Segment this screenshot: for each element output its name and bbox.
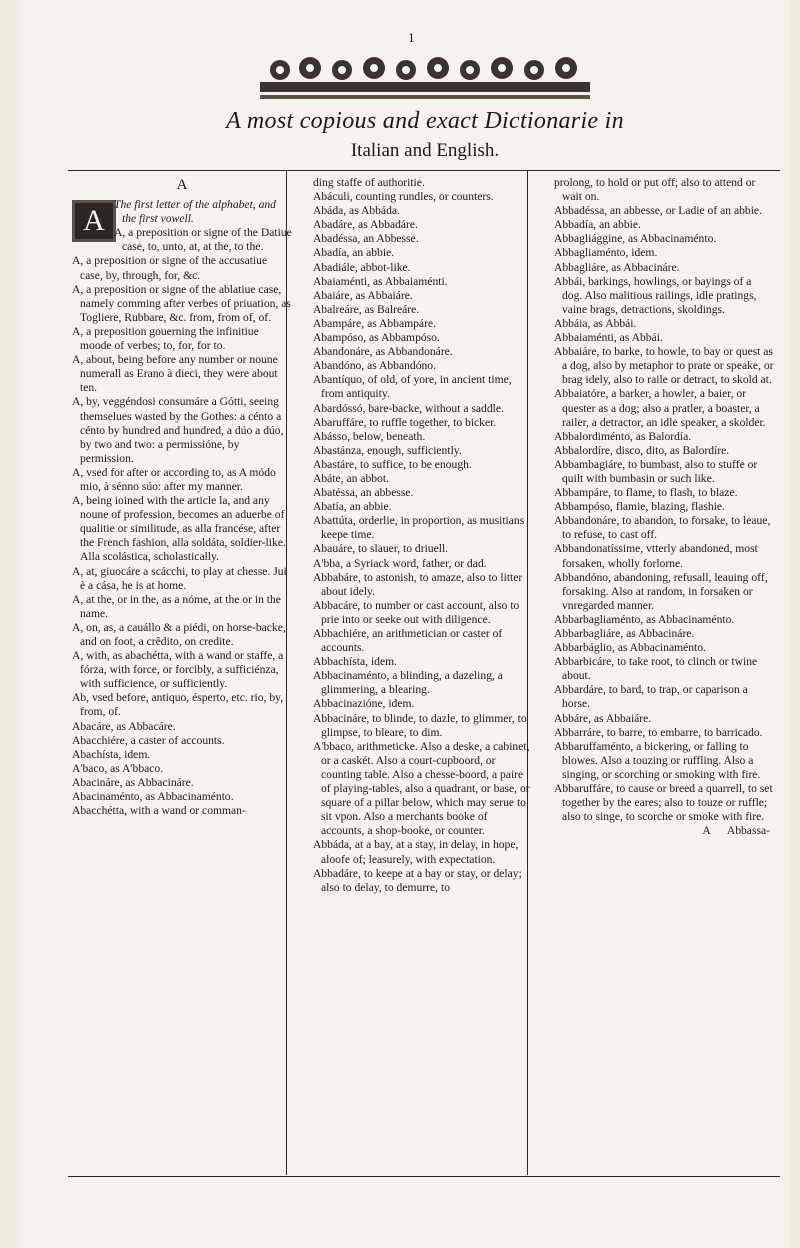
dictionary-entry: Abbadáre, to keepe at a bay or stay, or delay; also to delay, to demurre, to <box>313 866 522 894</box>
dictionary-entry: Abbabáre, to astonish, to amaze, also to litter about idely. <box>313 570 523 598</box>
dictionary-entry: Abbalordíre, disco, dito, as Balordíre. <box>554 443 730 457</box>
dictionary-entry: Abachísta, idem. <box>72 747 151 761</box>
dictionary-entry: Abadéssa, an Abbesse. <box>313 232 419 246</box>
dictionary-entry: Abbadía, an abbie. <box>554 218 641 232</box>
column-1 <box>72 176 292 1172</box>
dictionary-entry: Abbarbagliáre, as Abbacináre. <box>554 627 695 640</box>
dictionary-entry: A, a preposition or signe of the ablatiue case, namely comming after verbes of priuation, as Togliere, Rubbare, &c. from, from of, of. <box>72 282 291 324</box>
dictionary-entry: A, a preposition or signe of the accusatiue case, by, through, for, &c. <box>72 254 268 282</box>
dictionary-entry: Abáda, as Abbáda. <box>313 204 400 218</box>
dictionary-entry: Ab, vsed before, antiquo, ésperto, etc. rio, by, from, of. <box>72 691 284 719</box>
dictionary-entry: Abampáre, as Abbampáre. <box>313 316 436 330</box>
dictionary-entry: Abardóssó, bare-backe, without a saddle. <box>313 401 504 415</box>
dictionary-entry: Abbaiatóre, a barker, a howler, a baier, or quester as a dog; also a pratler, a boaster, a railer, a detractor, an idle speaker, a skolder. <box>554 387 766 429</box>
dictionary-entry: Abbái, barkings, howlings, or bayings of a dog. Also malitious railings, idle pratings, vaine brags, detractions, skoldings. <box>554 274 757 316</box>
dictionary-entry: Abbarbagliaménto, as Abbacinaménto. <box>554 612 735 626</box>
dictionary-entry: Abbacáre, to number or cast account, also to prie into or seeke out with diligence. <box>313 598 520 626</box>
dictionary-entry: Abbalordiménto, as Balordía. <box>554 429 692 443</box>
dictionary-entry: Abaiaménti, as Abbaiaménti. <box>313 274 448 288</box>
dictionary-entry: A, at the, or in the, as a nóme, at the or in the name. <box>72 592 281 620</box>
letter-heading: A <box>176 177 188 193</box>
dictionary-entry: Abbandonáre, to abandon, to forsake, to leaue, to refuse, to cast off. <box>554 514 771 542</box>
dictionary-entry: Abandóno, as Abbandóno. <box>313 359 437 373</box>
dictionary-entry: Abbagliággine, as Abbacinaménto. <box>554 232 717 246</box>
dictionary-entry: ding staffe of authoritie. <box>313 176 425 189</box>
dictionary-entry: A, being ioined with the article la, and any noune of profession, becomes an aduerbe of qualitie or similitude, as alla francése, after the French fashion, alla soldáta, soldier-like. Alla scolástica, scholastically. <box>72 494 286 564</box>
dictionary-entry: Abatía, an abbie. <box>313 500 392 514</box>
dictionary-entry: A, on, as, a cauállo & a piédi, on horse-backe, and on foot, a crêdito, on credite. <box>72 620 286 648</box>
dictionary-entry: Abbarbicáre, to take root, to clinch or twine about. <box>554 655 758 683</box>
dictionary-entry: Abatéssa, an abbesse. <box>313 486 414 500</box>
dictionary-entry: prolong, to hold or put off; also to attend or wait on. <box>554 176 756 204</box>
dictionary-entry: Abbaiaménti, as Abbái. <box>554 331 663 345</box>
dictionary-entry: A, vsed for after or according to, as A módo mio, à sénno súo: after my manner. <box>72 465 276 493</box>
dictionary-entry: Abásso, below, beneath. <box>313 429 426 443</box>
dictionary-entry: Abandonáre, as Abbandonáre. <box>313 345 453 359</box>
dictionary-entry: Abastánza, enough, sufficiently. <box>313 443 462 457</box>
dictionary-entry: Abadiále, abbot-like. <box>313 260 411 274</box>
dictionary-entry: Abbacinazióne, idem. <box>313 697 415 711</box>
dictionary-entry: Abadía, an abbie. <box>313 246 395 260</box>
dictionary-entry: Abadáre, as Abbadáre. <box>313 218 418 232</box>
dictionary-entry: Abbampáre, to flame, to flash, to blaze. <box>554 486 738 500</box>
dictionary-entry: A, with, as abachétta, with a wand or staffe, a fórza, with force, or forcibly, a sufficiénza, with sufficience, or sufficiently. <box>72 649 284 691</box>
dictionary-entry: A, a preposition gouerning the infinitiue moode of verbes; to, for, for to. <box>72 324 259 353</box>
dictionary-entry: Abbarbáglio, as Abbacinaménto. <box>554 641 706 655</box>
catchword: Abbassa- <box>726 824 770 838</box>
dictionary-entry: Abbampóso, flamie, blazing, flashie. <box>554 500 725 514</box>
dictionary-entry: Abauáre, to slauer, to driuell. <box>313 542 449 556</box>
dictionary-entry: Abacinaménto, as Abbacinaménto. <box>72 790 234 804</box>
dictionary-entry: A, a preposition or signe of the Datiue case, to, unto, at, at the, to the. <box>114 226 292 254</box>
dictionary-entry: Abbardáre, to bard, to trap, or caparison a horse. <box>554 683 748 711</box>
dictionary-entry: Abbáia, as Abbái. <box>554 316 637 330</box>
dictionary-page <box>20 0 790 1248</box>
dictionary-entry: Abacáre, as Abbacáre. <box>72 719 176 733</box>
decorative-header-ornament <box>260 52 590 102</box>
dictionary-entry: Abbagliaménto, idem. <box>554 246 658 260</box>
dictionary-entry: Abacináre, as Abbacináre. <box>72 775 194 789</box>
dictionary-entry: Abacchétta, with a wand or comman- <box>72 804 246 818</box>
dictionary-entry: Abbacinaménto, a blinding, a dazeling, a glimmering, a blearing. <box>313 669 503 697</box>
dictionary-entry: A, at, giuocáre a scácchi, to play at chesse. Jui è a cása, he is at home. <box>72 564 287 592</box>
dictionary-entry: Abaruffáre, to ruffle together, to bicker. <box>313 415 497 429</box>
dictionary-entry: A'bba, a Syriack word, father, or dad. <box>313 556 487 570</box>
dictionary-entry: Abbáre, as Abbaiáre. <box>554 711 652 725</box>
dictionary-entry: Abbagliáre, as Abbacináre. <box>554 260 680 274</box>
dictionary-entry: Abbaruffaménto, a bickering, or falling to blowes. Also a touzing or ruffling. Also a singing, or scorching or smoking with fire. <box>554 739 761 781</box>
page-title: A most copious and exact Dictionarie in <box>226 108 624 134</box>
dictionary-entry: A'baco, as A'bbaco. <box>72 761 164 775</box>
dictionary-entry: Abbachiére, an arithmetician or caster of accounts. <box>313 627 503 655</box>
dictionary-entry: Abastáre, to suffice, to be enough. <box>313 457 472 471</box>
dictionary-entry: A, about, being before any number or noune numerall as Erano à dieci, they were about ten. <box>72 353 278 395</box>
drop-cap-initial: A <box>72 200 116 242</box>
dictionary-entry: Abbachísta, idem. <box>313 655 398 669</box>
column-3 <box>554 176 774 1172</box>
dictionary-entry: Abantíquo, of old, of yore, in ancient time, from antiquity. <box>313 373 512 401</box>
dictionary-entry: Abbarráre, to barre, to embarre, to barricado. <box>554 725 763 739</box>
dictionary-entry: Abbandonatíssime, vtterly abandoned, most forsaken, wholly forlorne. <box>554 542 758 570</box>
bottom-rule <box>68 1176 780 1177</box>
page-subtitle: Italian and English. <box>350 140 500 161</box>
top-rule <box>68 170 780 171</box>
dictionary-entry: Abbadéssa, an abbesse, or Ladie of an abbie. <box>554 204 762 218</box>
dictionary-entry: Abampóso, as Abbampóso. <box>313 331 440 345</box>
dictionary-entry: Abaiáre, as Abbaiáre. <box>313 288 413 302</box>
dictionary-entry: A'bbaco, arithmeticke. Also a deske, a cabinet, or a caskét. Also a court-cupboord, or counting table. Also a chesse-boord, a paire of playing-tables, also a quadrant, or base, or square of a pillar below, which may serue to sit vpon. Also a merchants booke of accounts, a shop-booke, or counter. <box>313 739 530 838</box>
page-number: 1 <box>408 32 415 45</box>
dictionary-entry: Abalreáre, as Balreáre. <box>313 302 420 316</box>
column-2 <box>313 176 533 1172</box>
dictionary-entry: Abbandóno, abandoning, refusall, leauing off, forsaking. Also at random, in forsaken or vnregarded manner. <box>554 570 768 612</box>
dictionary-entry: Abbaruffáre, to cause or breed a quarrell, to set together by the eares; also to touze or ruffle; also to singe, to scorche or smoke with fire. <box>554 782 773 824</box>
dictionary-entry: Abáculi, counting rundles, or counters. <box>313 190 494 204</box>
dictionary-entry: A, by, veggéndosi consumáre a Gótti, seeing themselues wasted by the Gothes: a cénto a cénto by hundred and hundred, a dúo a dúo, by two and two: a permissióne, by permission. <box>72 395 284 465</box>
dictionary-entry: Abáte, an abbot. <box>313 471 389 485</box>
signature-mark: A <box>702 824 711 838</box>
dictionary-entry: Abbacináre, to blinde, to dazle, to glimmer, to glimpse, to bleare, to dim. <box>313 711 527 739</box>
dictionary-entry: Abbambagiáre, to bumbast, also to stuffe or quilt with bumbasin or such like. <box>554 457 758 485</box>
dictionary-entry: Abacchiére, a caster of accounts. <box>72 733 225 747</box>
dictionary-entry: Abbaiáre, to barke, to howle, to bay or quest as a dog, also by metaphor to prate or speake, or brag idely, also to raile or detract, to skold at. <box>554 345 774 387</box>
dictionary-entry: The first letter of the alphabet, and the first vowell. <box>114 198 276 226</box>
dictionary-entry: Abattúta, orderlie, in proportion, as musitians keepe time. <box>313 514 525 542</box>
dictionary-entry: Abbáda, at a bay, at a stay, in delay, in hope, aloofe of; leasurely, with expectation. <box>313 838 519 866</box>
